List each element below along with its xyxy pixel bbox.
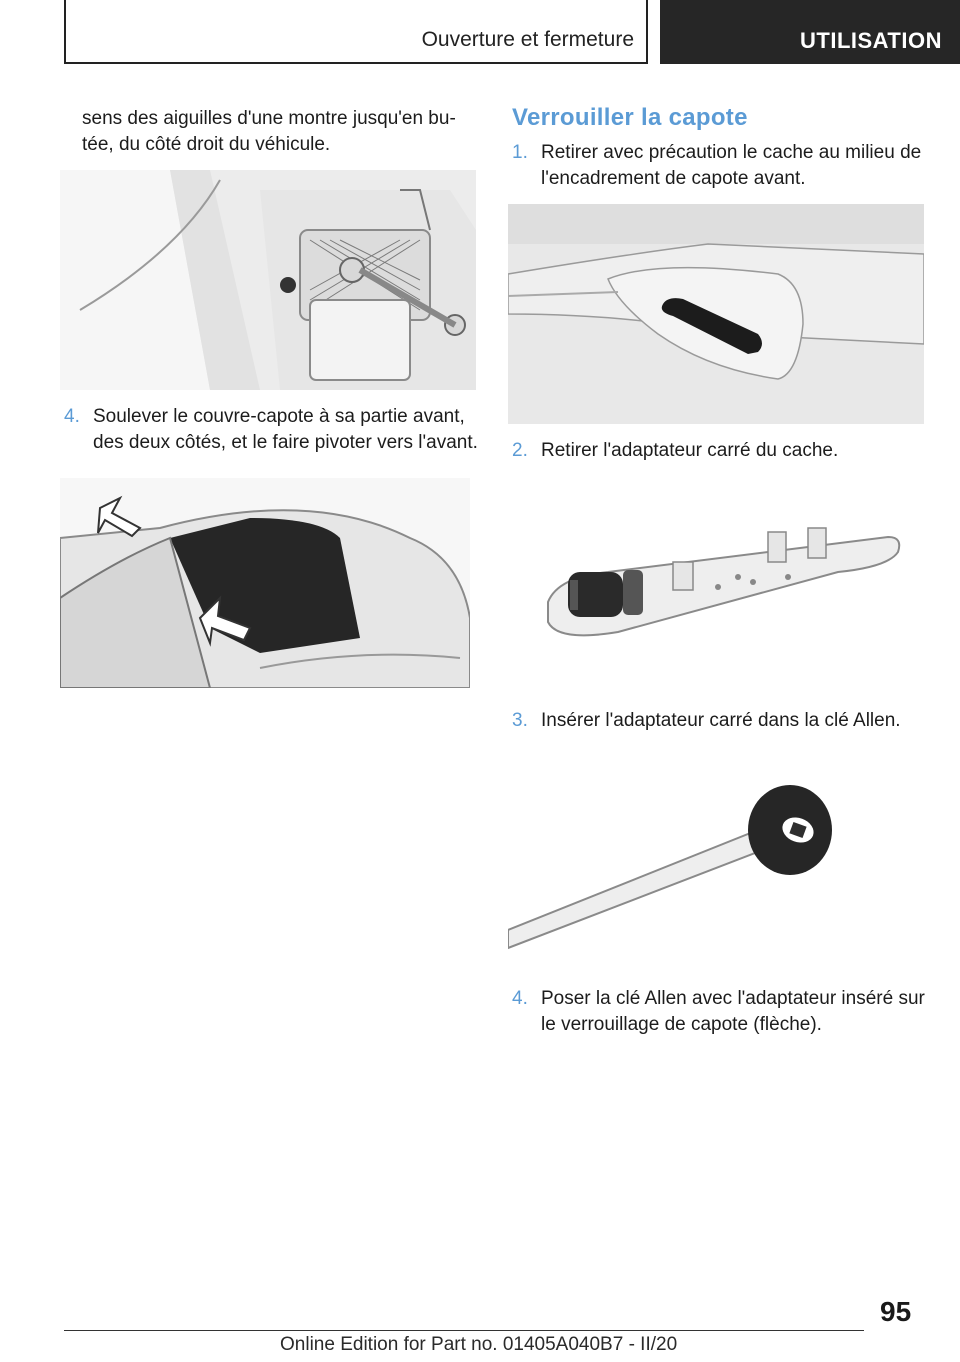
cover-lifting-illustration [60, 478, 470, 688]
step-4-right-number: 4. [512, 988, 528, 1009]
header-chapter-label: UTILISATION [800, 28, 942, 53]
header-chapter-tab [660, 0, 960, 64]
hinge-mechanism-illustration [60, 170, 476, 390]
step-4-right-line-2: le verrouillage de capote (flèche). [541, 1014, 822, 1035]
step-1 [512, 140, 932, 192]
header-section-box [64, 0, 648, 64]
step-4-right-line-1: Poser la clé Allen avec l'adaptateur inséré sur [541, 988, 925, 1009]
cover-in-frame-illustration [508, 204, 924, 424]
footer-edition-text: Online Edition for Part no. 01405A040B7 - II/20 [280, 1334, 678, 1355]
page-number: 95 [880, 1296, 912, 1327]
step-1-number: 1. [512, 142, 528, 163]
step-4-line-2: des deux côtés, et le faire pivoter vers l'avant. [93, 432, 478, 453]
allen-key-illustration [508, 760, 924, 950]
step-2-line-1: Retirer l'adaptateur carré du cache. [541, 440, 839, 461]
step-3 [512, 708, 932, 734]
step-1-line-1: Retirer avec précaution le cache au milieu de [541, 142, 922, 163]
step-2-number: 2. [512, 440, 528, 461]
step-2 [512, 438, 932, 464]
intro-line-2: tée, du côté droit du véhicule. [82, 134, 331, 155]
step-4-number: 4. [64, 406, 80, 427]
step-4-left [64, 404, 484, 456]
footer-rule [64, 1330, 864, 1331]
step-3-number: 3. [512, 710, 528, 731]
section-title: Verrouiller la capote [512, 104, 748, 131]
step-4-line-1: Soulever le couvre-capote à sa partie avant, [93, 406, 465, 427]
square-adapter-illustration [508, 492, 924, 672]
intro-line-1: sens des aiguilles d'une montre jusqu'en bu- [82, 108, 456, 129]
step-1-line-2: l'encadrement de capote avant. [541, 168, 806, 189]
step-3-line-1: Insérer l'adaptateur carré dans la clé Allen. [541, 710, 901, 731]
step-4-right [512, 986, 942, 1038]
header-section-label: Ouverture et fermeture [421, 28, 634, 51]
